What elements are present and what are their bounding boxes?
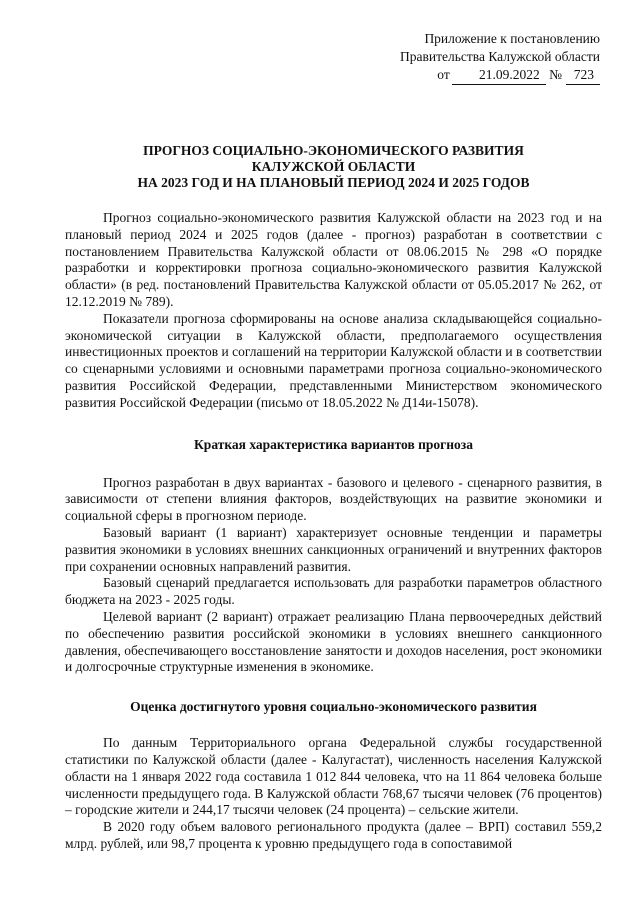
assessment-section <box>65 735 602 853</box>
variants-paragraph-3: Базовый сценарий предлагается использовать для разработки параметров областного бюджета на 2023 - 2025 годы. <box>65 575 602 608</box>
assessment-paragraph-1: По данным Территориального органа Федеральной службы государственной статистики по Калужской области (далее - Калугастат), численность населения Калужской области на 1 января 2022 года составила 1 012 844 человека, что на 11 864 человека больше численности предыдущего года. В Калужской области 768,67 тысячи человек (76 процентов) – городские жители и 244,17 тысячи человек (24 процента) – сельские жители. <box>65 735 602 818</box>
title-line-1: ПРОГНОЗ СОЦИАЛЬНО-ЭКОНОМИЧЕСКОГО РАЗВИТИЯ <box>143 143 524 158</box>
section-heading-variants: Краткая характеристика вариантов прогноза <box>194 436 473 452</box>
variants-paragraph-2: Базовый вариант (1 вариант) характеризует основные тенденции и параметры развития экономики в условиях внешних санкционных ограничений и внутренних факторов при сохранении основных направлений развития. <box>65 524 602 574</box>
assessment-paragraph-2: В 2020 году объем валового регионального продукта (далее – ВРП) составил 559,2 млрд. рублей, или 98,7 процента к уровню предыдущего года в сопоставимой <box>65 819 602 851</box>
appendix-line-1: Приложение к постановлению <box>424 31 600 46</box>
intro-paragraph-2: Показатели прогноза сформированы на основе анализа складывающейся социально-экономической ситуации в Калужской области, предполагаемого осуществления инвестиционных проектов и соглашений на территории Калужской области и в соответствии со сценарными условиями и основными параметрами прогноза социально-экономического развития Российской Федерации, представленными Министерством экономического развития Российской Федерации (письмо от 18.05.2022 № Д14и-15078). <box>65 310 602 410</box>
appendix-line-3 <box>65 66 600 85</box>
resolution-date: 21.09.2022 <box>452 66 546 85</box>
document-title <box>65 143 602 191</box>
intro-paragraph-1: Прогноз социально-экономического развития Калужской области на 2023 год и на плановый период 2024 и 2025 годов (далее - прогноз) разработан в соответствии с постановлением Правительства Калужской области от 08.06.2015 № 298 «О порядке разработки и корректировки прогноза социально-экономического развития Калужской области» (в ред. постановлений Правительства Калужской области от 05.05.2017 № 262, от 12.12.2019 № 789). <box>65 210 602 309</box>
appendix-line-2: Правительства Калужской области <box>399 49 600 64</box>
number-label: № <box>549 67 562 82</box>
from-label: от <box>437 67 450 82</box>
section-heading-assessment: Оценка достигнутого уровня социально-экономического развития <box>130 699 537 715</box>
intro-section <box>65 210 602 412</box>
variants-paragraph-1: Прогноз разработан в двух вариантах - базового и целевого - сценарного развития, в зависимости от степени влияния факторов, воздействующих на развитие экономики и социальной сферы в прогнозном периоде. <box>65 474 602 524</box>
title-line-2: КАЛУЖСКОЙ ОБЛАСТИ <box>251 159 416 174</box>
resolution-number: 723 <box>566 66 600 85</box>
appendix-block <box>65 30 600 85</box>
title-line-3: НА 2023 ГОД И НА ПЛАНОВЫЙ ПЕРИОД 2024 И 2025 ГОДОВ <box>137 175 530 190</box>
variants-section <box>65 475 602 677</box>
variants-paragraph-4: Целевой вариант (2 вариант) отражает реализацию Плана первоочередных действий по обеспечению развития российской экономики в условиях внешнего санкционного давления, обеспечивающего восстановление занятости и доходов населения, рост экономики и долгосрочные структурные изменения в экономике. <box>65 608 602 675</box>
